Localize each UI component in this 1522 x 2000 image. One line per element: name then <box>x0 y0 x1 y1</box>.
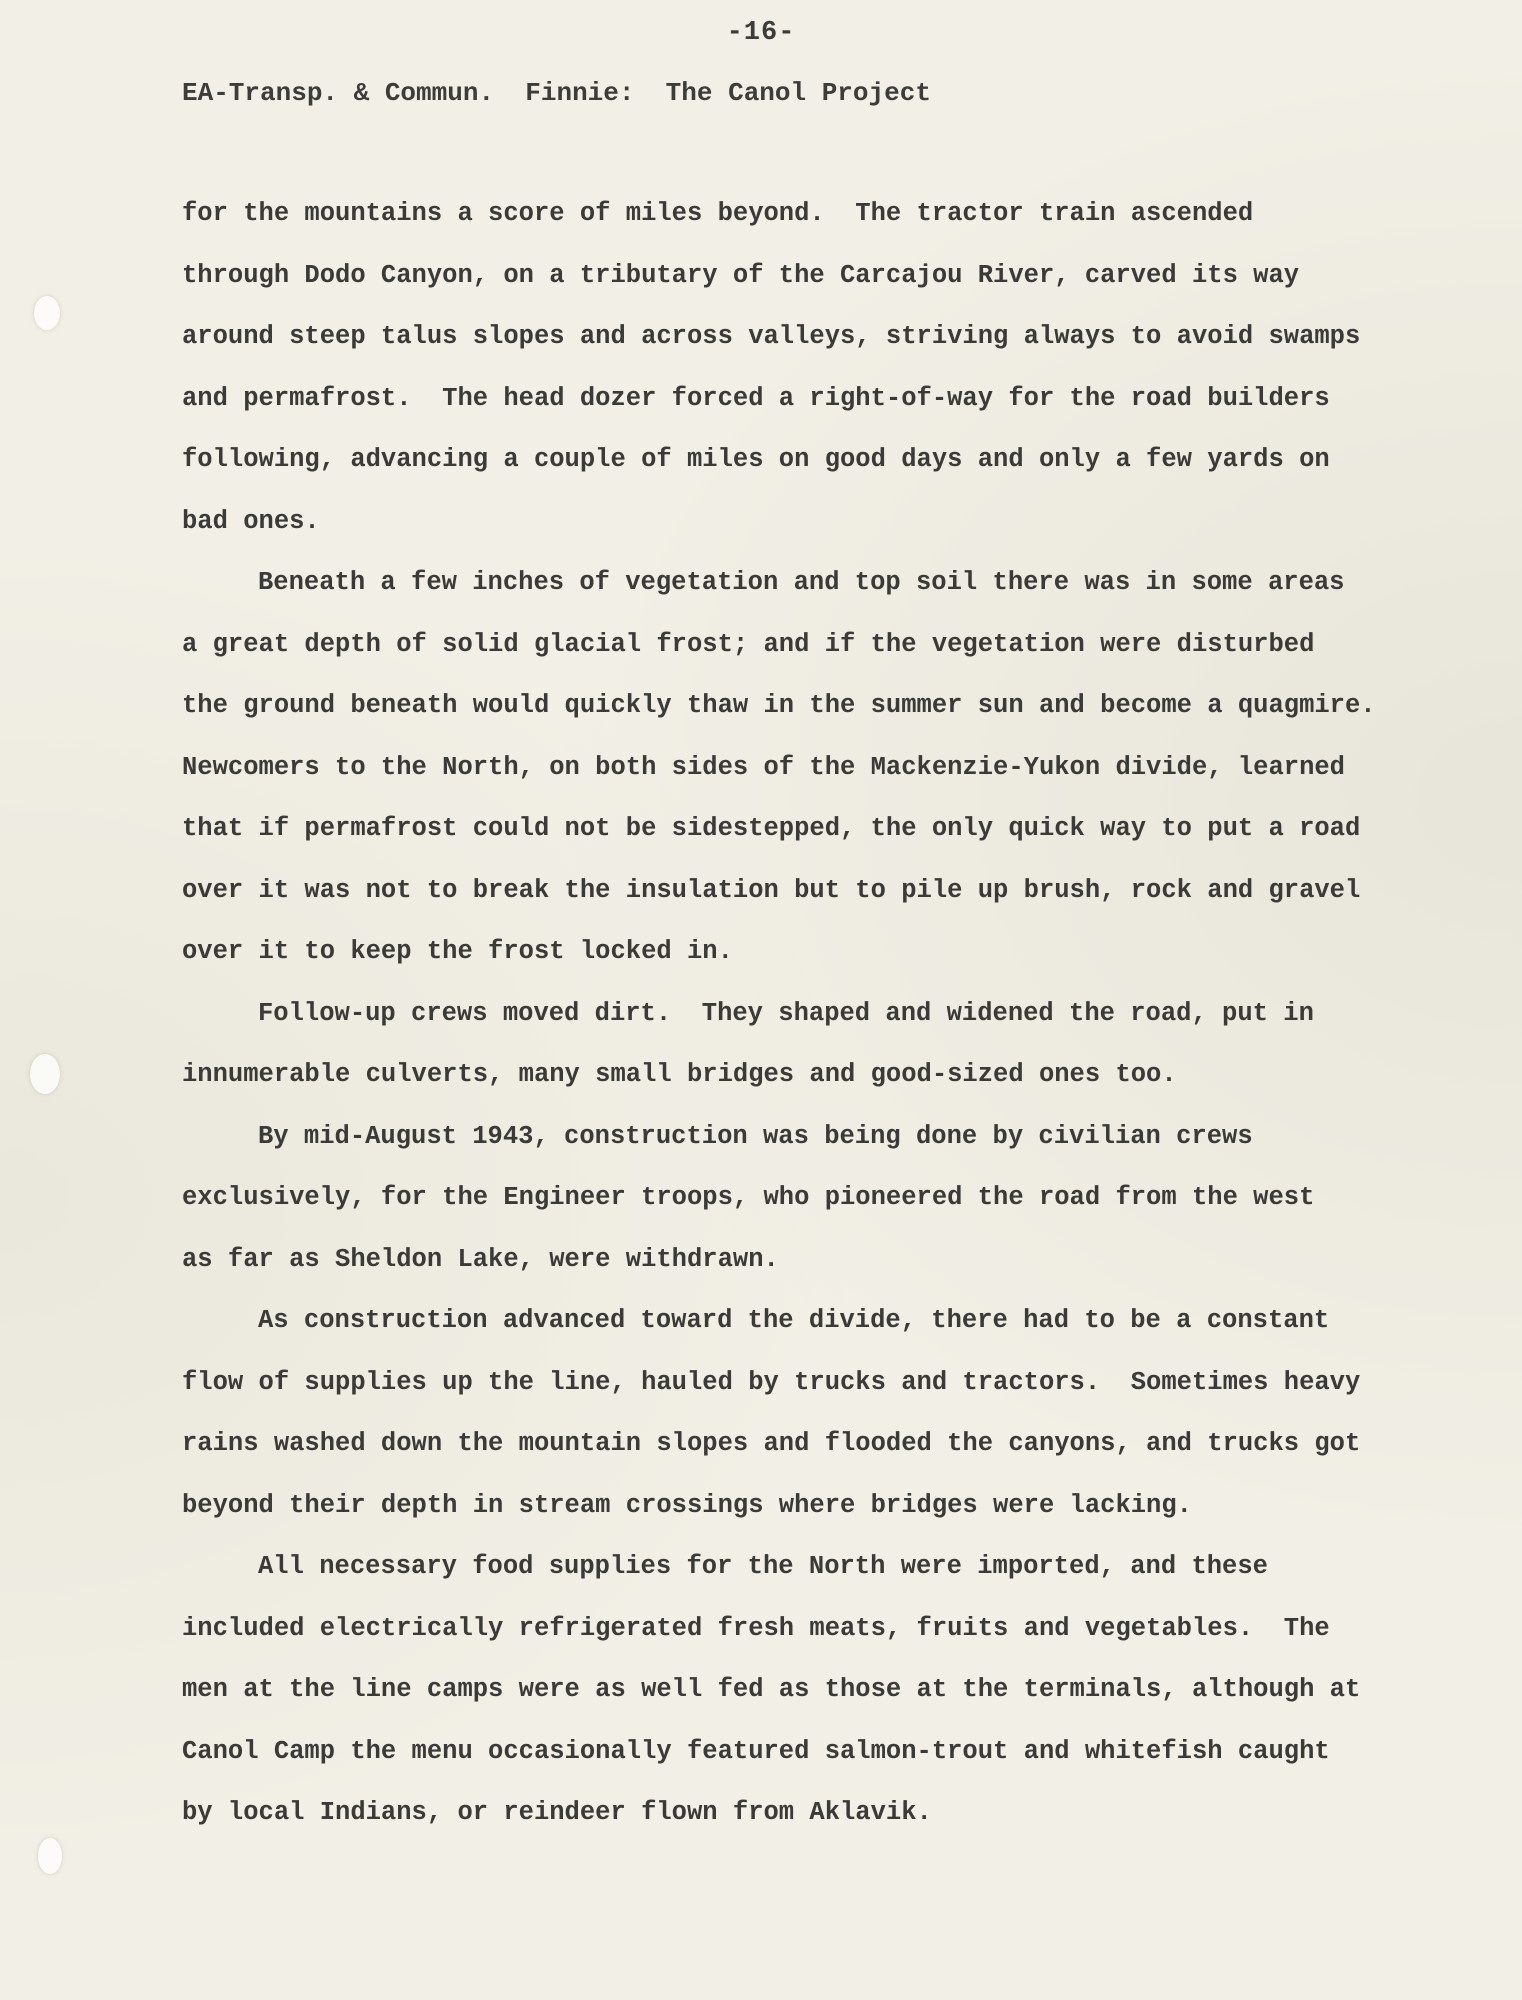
text-line: through Dodo Canyon, on a tributary of the Carcajou River, carved its way <box>182 260 1300 290</box>
paragraph <box>182 998 1382 1121</box>
text-line: men at the line camps were as well fed as those at the terminals, although at <box>182 1675 1361 1704</box>
text-line: for the mountains a score of miles beyond. The tractor train ascended <box>182 199 1254 228</box>
paragraph <box>182 1551 1382 1859</box>
text-line: Beneath a few inches of vegetation and top soil there was in some areas <box>258 568 1345 597</box>
text-line: bad ones. <box>182 506 320 536</box>
paragraph <box>182 1121 1382 1306</box>
text-line: Newcomers to the North, on both sides of the Mackenzie-Yukon divide, learned <box>182 752 1345 782</box>
paragraph <box>182 198 1382 567</box>
text-line: innumerable culverts, many small bridges and good-sized ones too. <box>182 1060 1177 1089</box>
text-line: following, advancing a couple of miles on good days and only a few yards on <box>182 445 1330 474</box>
text-line: a great depth of solid glacial frost; and if the vegetation were disturbed <box>182 629 1315 659</box>
text-line: exclusively, for the Engineer troops, who pioneered the road from the west <box>182 1183 1315 1212</box>
text-line: included electrically refrigerated fresh meats, fruits and vegetables. The <box>182 1613 1330 1643</box>
text-line: over it to keep the frost locked in. <box>182 937 733 966</box>
text-line: As construction advanced toward the divide, there had to be a constant <box>258 1306 1330 1335</box>
text-line: rains washed down the mountain slopes and flooded the canyons, and trucks got <box>182 1429 1361 1458</box>
body-text <box>182 198 1382 1859</box>
text-line: around steep talus slopes and across valleys, striving always to avoid swamps <box>182 322 1361 351</box>
paragraph <box>182 1305 1382 1551</box>
text-line: over it was not to break the insulation but to pile up brush, rock and gravel <box>182 875 1361 905</box>
running-head: EA-Transp. & Commun. Finnie: The Canol Project <box>182 78 931 108</box>
text-line: beyond their depth in stream crossings where bridges were lacking. <box>182 1490 1192 1520</box>
paragraph <box>182 567 1382 998</box>
page-number: -16- <box>726 18 796 48</box>
text-line: and permafrost. The head dozer forced a right-of-way for the road builders <box>182 383 1330 413</box>
text-line: Canol Camp the menu occasionally featured salmon-trout and whitefish caught <box>182 1736 1330 1766</box>
text-line: flow of supplies up the line, hauled by trucks and tractors. Sometimes heavy <box>182 1367 1361 1397</box>
text-line: All necessary food supplies for the North were imported, and these <box>258 1552 1268 1581</box>
text-line: Follow-up crews moved dirt. They shaped and widened the road, put in <box>258 998 1314 1028</box>
punch-hole-middle <box>30 1054 60 1094</box>
text-line: By mid-August 1943, construction was being done by civilian crews <box>258 1121 1253 1151</box>
text-line: by local Indians, or reindeer flown from Aklavik. <box>182 1798 932 1827</box>
punch-hole-top <box>34 296 60 330</box>
punch-hole-bottom <box>38 1838 62 1874</box>
text-line: that if permafrost could not be sidestepped, the only quick way to put a road <box>182 814 1361 843</box>
text-line: the ground beneath would quickly thaw in the summer sun and become a quagmire. <box>182 691 1376 720</box>
text-line: as far as Sheldon Lake, were withdrawn. <box>182 1244 779 1274</box>
